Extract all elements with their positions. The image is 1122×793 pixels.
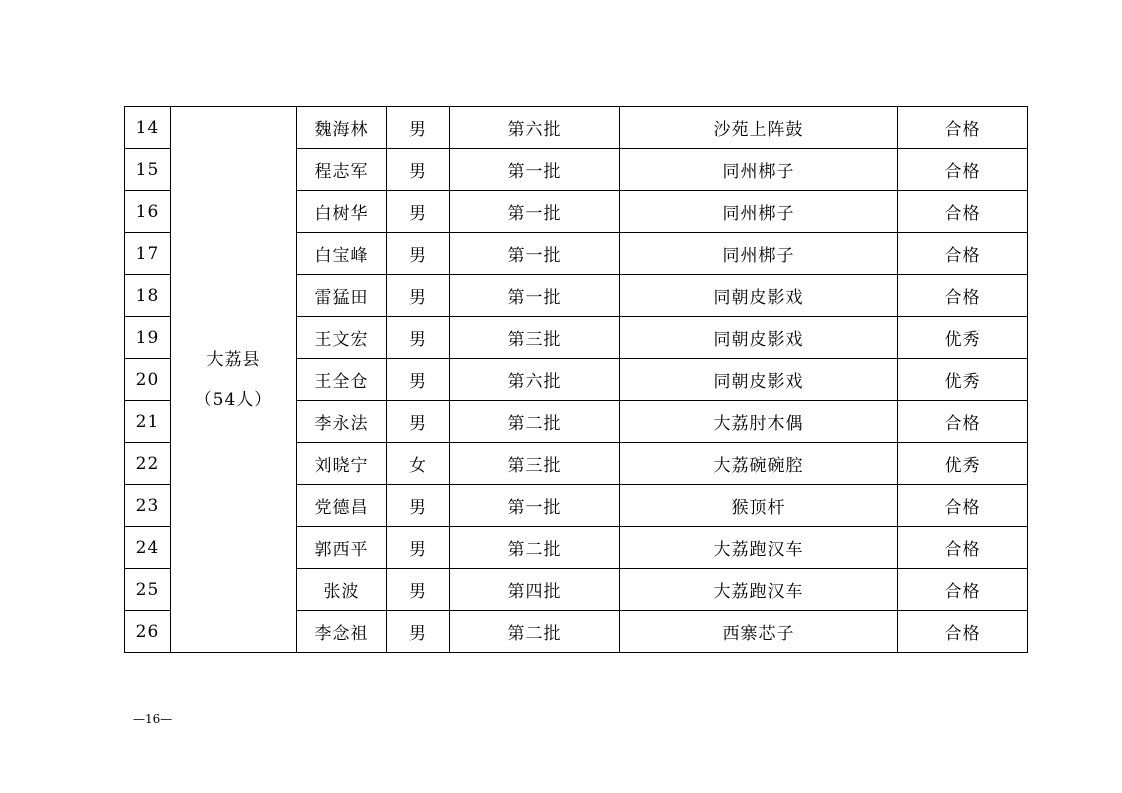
row-number-cell: 15 [125,149,171,191]
row-number-cell: 18 [125,275,171,317]
gender-cell: 男 [387,317,450,359]
name-cell: 张波 [297,569,387,611]
name-cell: 郭西平 [297,527,387,569]
row-number-cell: 23 [125,485,171,527]
project-cell: 同朝皮影戏 [620,275,898,317]
project-cell: 同朝皮影戏 [620,359,898,401]
result-cell: 合格 [898,569,1028,611]
gender-cell: 男 [387,569,450,611]
name-cell: 魏海林 [297,107,387,149]
county-name: 大荔县 [206,349,261,370]
project-cell: 同州梆子 [620,149,898,191]
row-number-cell: 21 [125,401,171,443]
name-cell: 党德昌 [297,485,387,527]
batch-cell: 第三批 [450,317,620,359]
result-cell: 合格 [898,233,1028,275]
batch-cell: 第一批 [450,233,620,275]
project-cell: 大荔跑汉车 [620,569,898,611]
result-cell: 合格 [898,149,1028,191]
gender-cell: 男 [387,485,450,527]
name-cell: 白树华 [297,191,387,233]
project-cell: 猴顶杆 [620,485,898,527]
batch-cell: 第六批 [450,107,620,149]
row-number-cell: 17 [125,233,171,275]
batch-cell: 第一批 [450,485,620,527]
name-cell: 李永法 [297,401,387,443]
row-number-cell: 16 [125,191,171,233]
row-number-cell: 26 [125,611,171,653]
table-body [125,107,1028,653]
batch-cell: 第四批 [450,569,620,611]
county-cell [171,107,297,653]
name-cell: 白宝峰 [297,233,387,275]
batch-cell: 第二批 [450,611,620,653]
gender-cell: 男 [387,107,450,149]
gender-cell: 男 [387,191,450,233]
row-number-cell: 20 [125,359,171,401]
name-cell: 刘晓宁 [297,443,387,485]
gender-cell: 男 [387,611,450,653]
inheritor-table [124,106,1028,653]
gender-cell: 男 [387,149,450,191]
batch-cell: 第三批 [450,443,620,485]
result-cell: 合格 [898,275,1028,317]
result-cell: 合格 [898,401,1028,443]
county-count: （54人） [194,389,273,410]
result-cell: 合格 [898,611,1028,653]
row-number-cell: 24 [125,527,171,569]
row-number-cell: 19 [125,317,171,359]
gender-cell: 男 [387,401,450,443]
row-number-cell: 14 [125,107,171,149]
batch-cell: 第二批 [450,527,620,569]
project-cell: 大荔跑汉车 [620,527,898,569]
project-cell: 大荔肘木偶 [620,401,898,443]
result-cell: 优秀 [898,317,1028,359]
batch-cell: 第一批 [450,191,620,233]
project-cell: 同州梆子 [620,191,898,233]
result-cell: 合格 [898,191,1028,233]
gender-cell: 男 [387,233,450,275]
name-cell: 王全仓 [297,359,387,401]
batch-cell: 第六批 [450,359,620,401]
result-cell: 合格 [898,107,1028,149]
gender-cell: 男 [387,527,450,569]
project-cell: 同朝皮影戏 [620,317,898,359]
row-number-cell: 22 [125,443,171,485]
batch-cell: 第二批 [450,401,620,443]
gender-cell: 男 [387,359,450,401]
result-cell: 合格 [898,485,1028,527]
project-cell: 沙苑上阵鼓 [620,107,898,149]
row-number-cell: 25 [125,569,171,611]
name-cell: 王文宏 [297,317,387,359]
result-cell: 优秀 [898,443,1028,485]
name-cell: 程志军 [297,149,387,191]
project-cell: 大荔碗碗腔 [620,443,898,485]
name-cell: 李念祖 [297,611,387,653]
project-cell: 同州梆子 [620,233,898,275]
page-number: —16— [133,712,173,726]
result-cell: 优秀 [898,359,1028,401]
project-cell: 西寨芯子 [620,611,898,653]
gender-cell: 男 [387,275,450,317]
gender-cell: 女 [387,443,450,485]
name-cell: 雷猛田 [297,275,387,317]
batch-cell: 第一批 [450,275,620,317]
table-row [125,107,1028,149]
result-cell: 合格 [898,527,1028,569]
batch-cell: 第一批 [450,149,620,191]
